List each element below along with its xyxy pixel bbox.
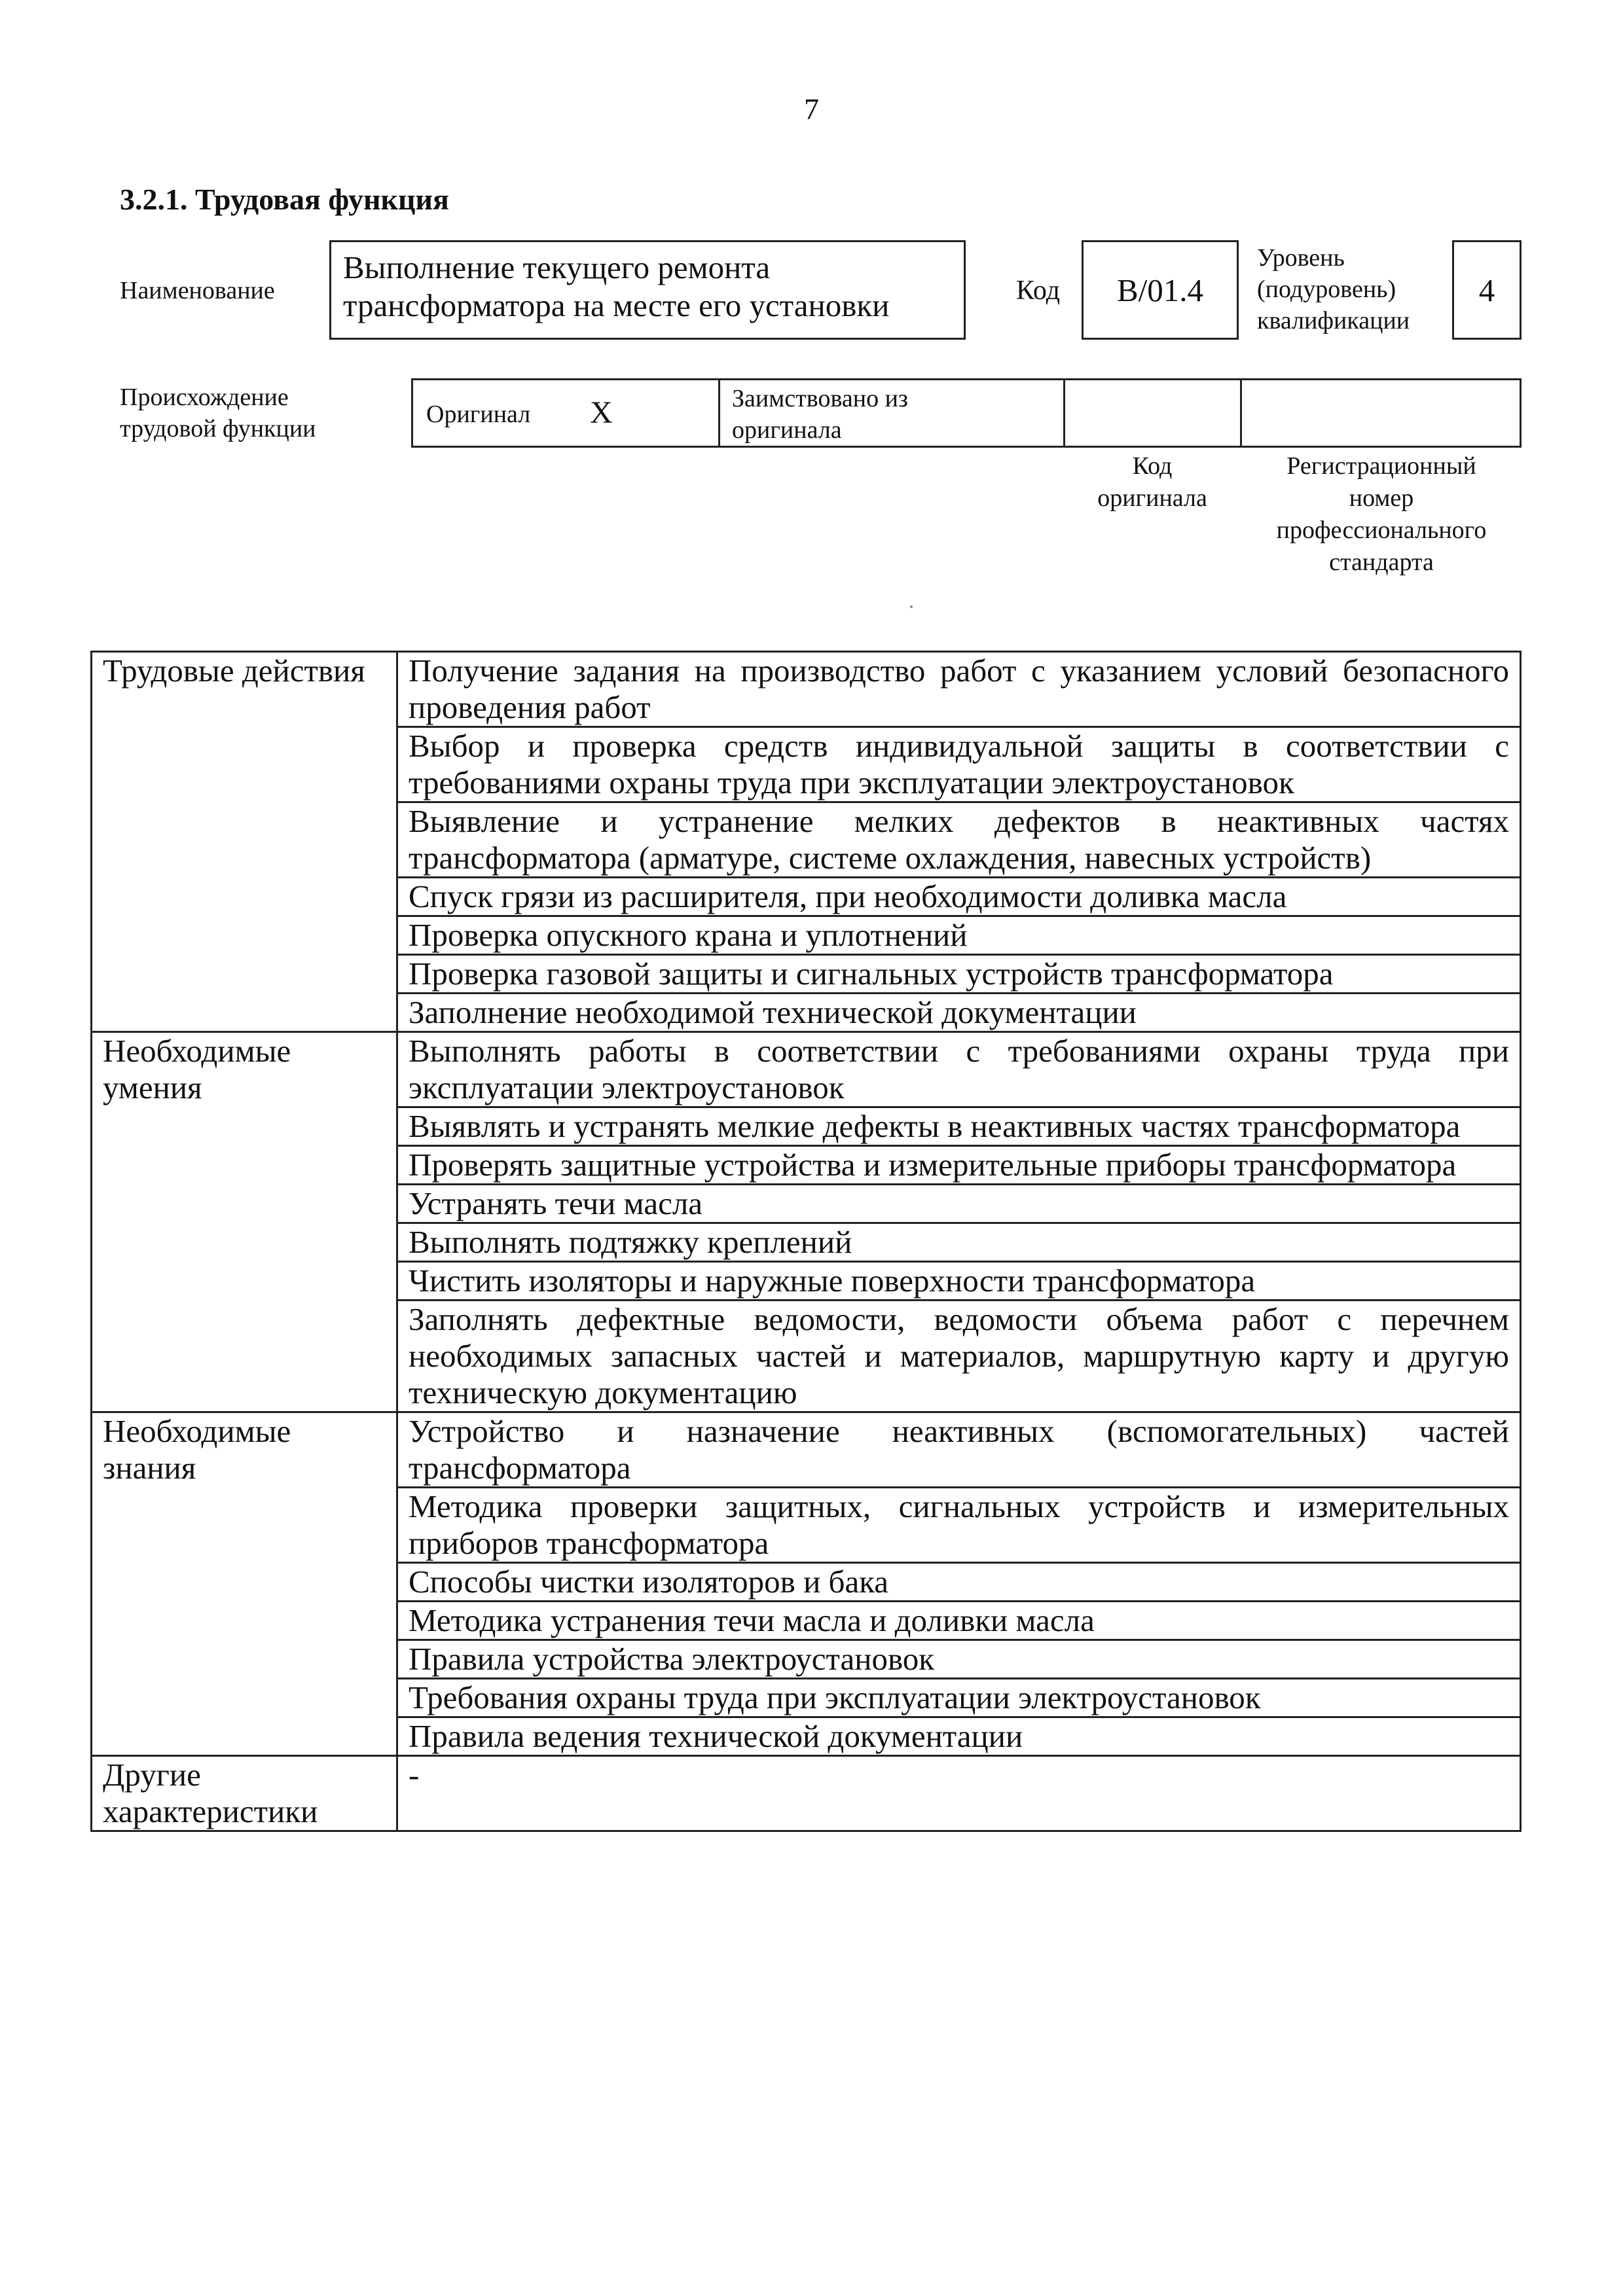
action-item: Выбор и проверка средств индивидуальной защиты в соответствии с требованиями охраны труда при эксплуатации электроустановок <box>397 727 1521 802</box>
skill-item: Выявлять и устранять мелкие дефекты в неактивных частях трансформатора <box>397 1107 1521 1146</box>
level-label-line3: квалификации <box>1257 307 1410 334</box>
original-code-cell <box>1065 380 1242 446</box>
caption-reg-line2: номер <box>1349 484 1414 512</box>
other-label-line1: Другие <box>103 1757 201 1793</box>
function-name-line1: Выполнение текущего ремонта <box>343 249 771 285</box>
name-label: Наименование <box>120 277 275 304</box>
knowledge-label <box>92 1412 397 1756</box>
caption-original-code <box>1074 450 1231 514</box>
origin-label-line1: Происхождение <box>120 384 289 411</box>
borrowed-cell <box>720 380 1065 446</box>
knowledge-label-line1: Необходимые <box>103 1413 291 1449</box>
skill-item: Чистить изоляторы и наружные поверхности трансформатора <box>397 1262 1521 1300</box>
knowledge-item: Правила ведения технической документации <box>397 1717 1521 1756</box>
level-label <box>1257 242 1410 336</box>
knowledge-label-line2: знания <box>103 1450 196 1486</box>
borrowed-line1: Заимствовано из <box>732 385 908 412</box>
knowledge-item: Способы чистки изоляторов и бака <box>397 1563 1521 1602</box>
origin-label-line2: трудовой функции <box>120 415 316 442</box>
original-mark: X <box>590 395 613 430</box>
borrowed-label <box>732 383 908 446</box>
other-label-line2: характеристики <box>103 1793 318 1829</box>
caption-code-line2: оригинала <box>1097 484 1207 512</box>
skill-item: Устранять течи масла <box>397 1185 1521 1223</box>
skills-label-line1: Необходимые <box>103 1033 291 1069</box>
skill-item: Заполнять дефектные ведомости, ведомости объема работ с перечнем необходимых запасных частей и материалов, маршрутную карту и другую техническую документацию <box>397 1300 1521 1412</box>
caption-registration-number <box>1244 450 1519 579</box>
page-number: 7 <box>804 92 819 126</box>
other-label <box>92 1756 397 1831</box>
original-label: Оригинал <box>426 401 531 428</box>
function-name-box <box>329 240 966 340</box>
action-item: Проверка опускного крана и уплотнений <box>397 916 1521 955</box>
knowledge-item: Правила устройства электроустановок <box>397 1640 1521 1679</box>
code-label: Код <box>1016 276 1061 306</box>
actions-label: Трудовые действия <box>92 652 397 1032</box>
level-value: 4 <box>1452 240 1522 340</box>
function-name-line2: трансформатора на месте его установки <box>343 287 890 323</box>
skill-item: Проверять защитные устройства и измерительные приборы трансформатора <box>397 1146 1521 1185</box>
table-row <box>92 1032 1521 1107</box>
level-label-line1: Уровень <box>1257 244 1345 272</box>
caption-reg-line4: стандарта <box>1329 548 1434 576</box>
registration-number-cell <box>1242 380 1520 446</box>
borrowed-line2: оригинала <box>732 416 842 444</box>
scan-speck <box>910 605 913 608</box>
caption-code-line1: Код <box>1132 452 1173 480</box>
table-row <box>92 652 1521 727</box>
skill-item: Выполнять работы в соответствии с требованиями охраны труда при эксплуатации электроустановок <box>397 1032 1521 1107</box>
level-label-line2: (подуровень) <box>1257 276 1396 303</box>
knowledge-item: Методика проверки защитных, сигнальных устройств и измерительных приборов трансформатора <box>397 1488 1521 1563</box>
knowledge-item: Устройство и назначение неактивных (вспомогательных) частей трансформатора <box>397 1412 1521 1488</box>
origin-label <box>120 382 316 444</box>
original-cell <box>413 380 720 446</box>
action-item: Получение задания на производство работ с указанием условий безопасного проведения работ <box>397 652 1521 727</box>
action-item: Спуск грязи из расширителя, при необходимости доливка масла <box>397 878 1521 916</box>
action-item: Выявление и устранение мелких дефектов в неактивных частях трансформатора (арматуре, системе охлаждения, навесных устройств) <box>397 802 1521 878</box>
knowledge-item: Методика устранения течи масла и доливки масла <box>397 1602 1521 1640</box>
skills-label-line2: умения <box>103 1069 202 1105</box>
action-item: Проверка газовой защиты и сигнальных устройств трансформатора <box>397 955 1521 994</box>
origin-row <box>411 378 1522 448</box>
caption-reg-line1: Регистрационный <box>1286 452 1476 480</box>
action-item: Заполнение необходимой технической документации <box>397 994 1521 1032</box>
table-row <box>92 1412 1521 1488</box>
function-table <box>90 651 1522 1832</box>
other-value: - <box>397 1756 1521 1831</box>
table-row <box>92 1756 1521 1831</box>
skill-item: Выполнять подтяжку креплений <box>397 1223 1521 1262</box>
caption-reg-line3: профессионального <box>1276 516 1487 544</box>
knowledge-item: Требования охраны труда при эксплуатации электроустановок <box>397 1679 1521 1717</box>
code-value: B/01.4 <box>1082 240 1239 340</box>
section-title: 3.2.1. Трудовая функция <box>120 183 449 216</box>
skills-label <box>92 1032 397 1412</box>
